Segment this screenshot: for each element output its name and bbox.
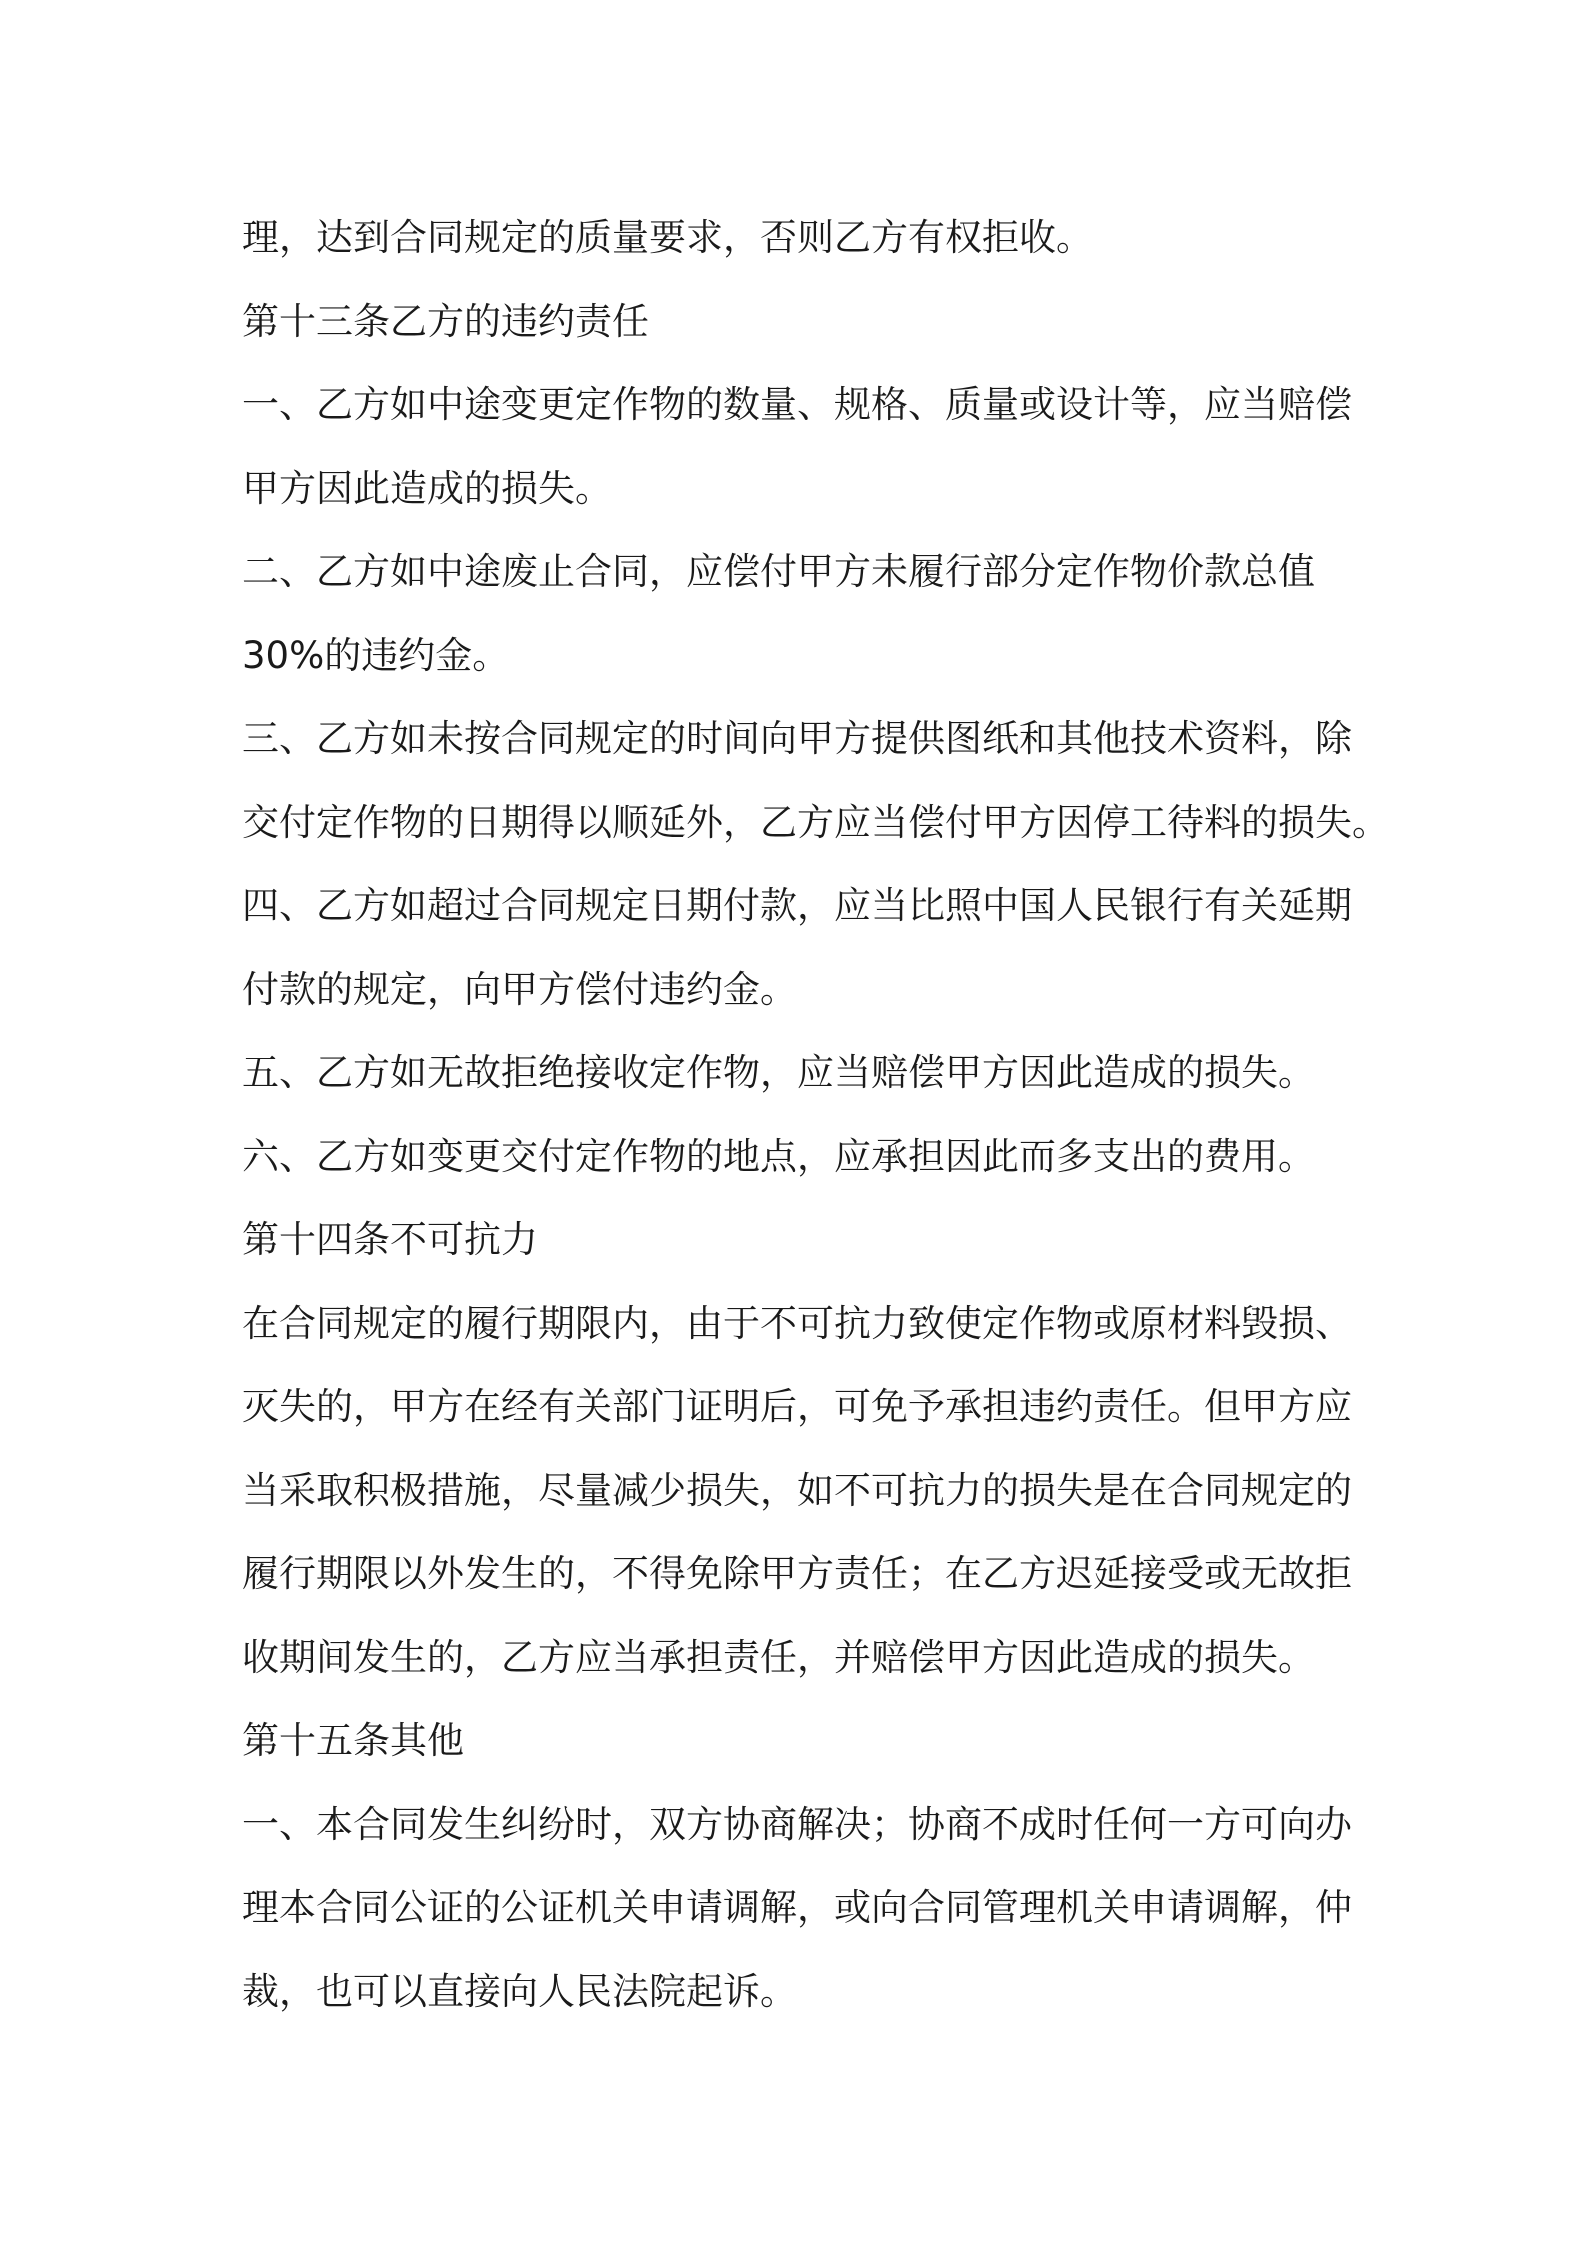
section-heading-13: 第十三条乙方的违约责任 (242, 299, 649, 343)
text-line: 甲方因此造成的损失。 (242, 466, 612, 510)
text-line: 付款的规定，向甲方偿付违约金。 (242, 967, 797, 1011)
section-heading-15: 第十五条其他 (242, 1719, 464, 1762)
text-line: 在合同规定的履行期限内，由于不可抗力致使定作物或原材料毁损、 (242, 1301, 1352, 1345)
text-line: 理本合同公证的公证机关申请调解，或向合同管理机关申请调解，仲 (242, 1886, 1352, 1929)
text-line: 理，达到合同规定的质量要求，否则乙方有权拒收。 (242, 216, 1093, 259)
text-line: 履行期限以外发生的，不得免除甲方责任；在乙方迟延接受或无故拒 (242, 1552, 1352, 1595)
text-line: 三、乙方如未按合同规定的时间向甲方提供图纸和其他技术资料，除 (242, 717, 1352, 760)
text-line: 六、乙方如变更交付定作物的地点，应承担因此而多支出的费用。 (242, 1134, 1315, 1178)
text-line: 五、乙方如无故拒绝接收定作物，应当赔偿甲方因此造成的损失。 (242, 1051, 1315, 1094)
text-line: 一、乙方如中途变更定作物的数量、规格、质量或设计等，应当赔偿 (242, 383, 1352, 426)
text-line: 裁，也可以直接向人民法院起诉。 (242, 1969, 797, 2013)
text-line: 灭失的，甲方在经有关部门证明后，可免予承担违约责任。但甲方应 (242, 1385, 1352, 1428)
section-heading-14: 第十四条不可抗力 (242, 1218, 538, 1261)
text-line: 二、乙方如中途废止合同，应偿付甲方未履行部分定作物价款总值 (242, 550, 1315, 593)
text-line: 当采取积极措施，尽量减少损失，如不可抗力的损失是在合同规定的 (242, 1468, 1352, 1512)
contract-text-body (242, 196, 1389, 2033)
text-line: 收期间发生的，乙方应当承担责任，并赔偿甲方因此造成的损失。 (242, 1635, 1315, 1679)
text-line: 一、本合同发生纠纷时，双方协商解决；协商不成时任何一方可向办 (242, 1802, 1352, 1846)
text-line: 交付定作物的日期得以顺延外，乙方应当偿付甲方因停工待料的损失。 (242, 800, 1389, 844)
text-line: 四、乙方如超过合同规定日期付款，应当比照中国人民银行有关延期 (242, 884, 1352, 927)
text-line: 30%的违约金。 (242, 633, 510, 677)
